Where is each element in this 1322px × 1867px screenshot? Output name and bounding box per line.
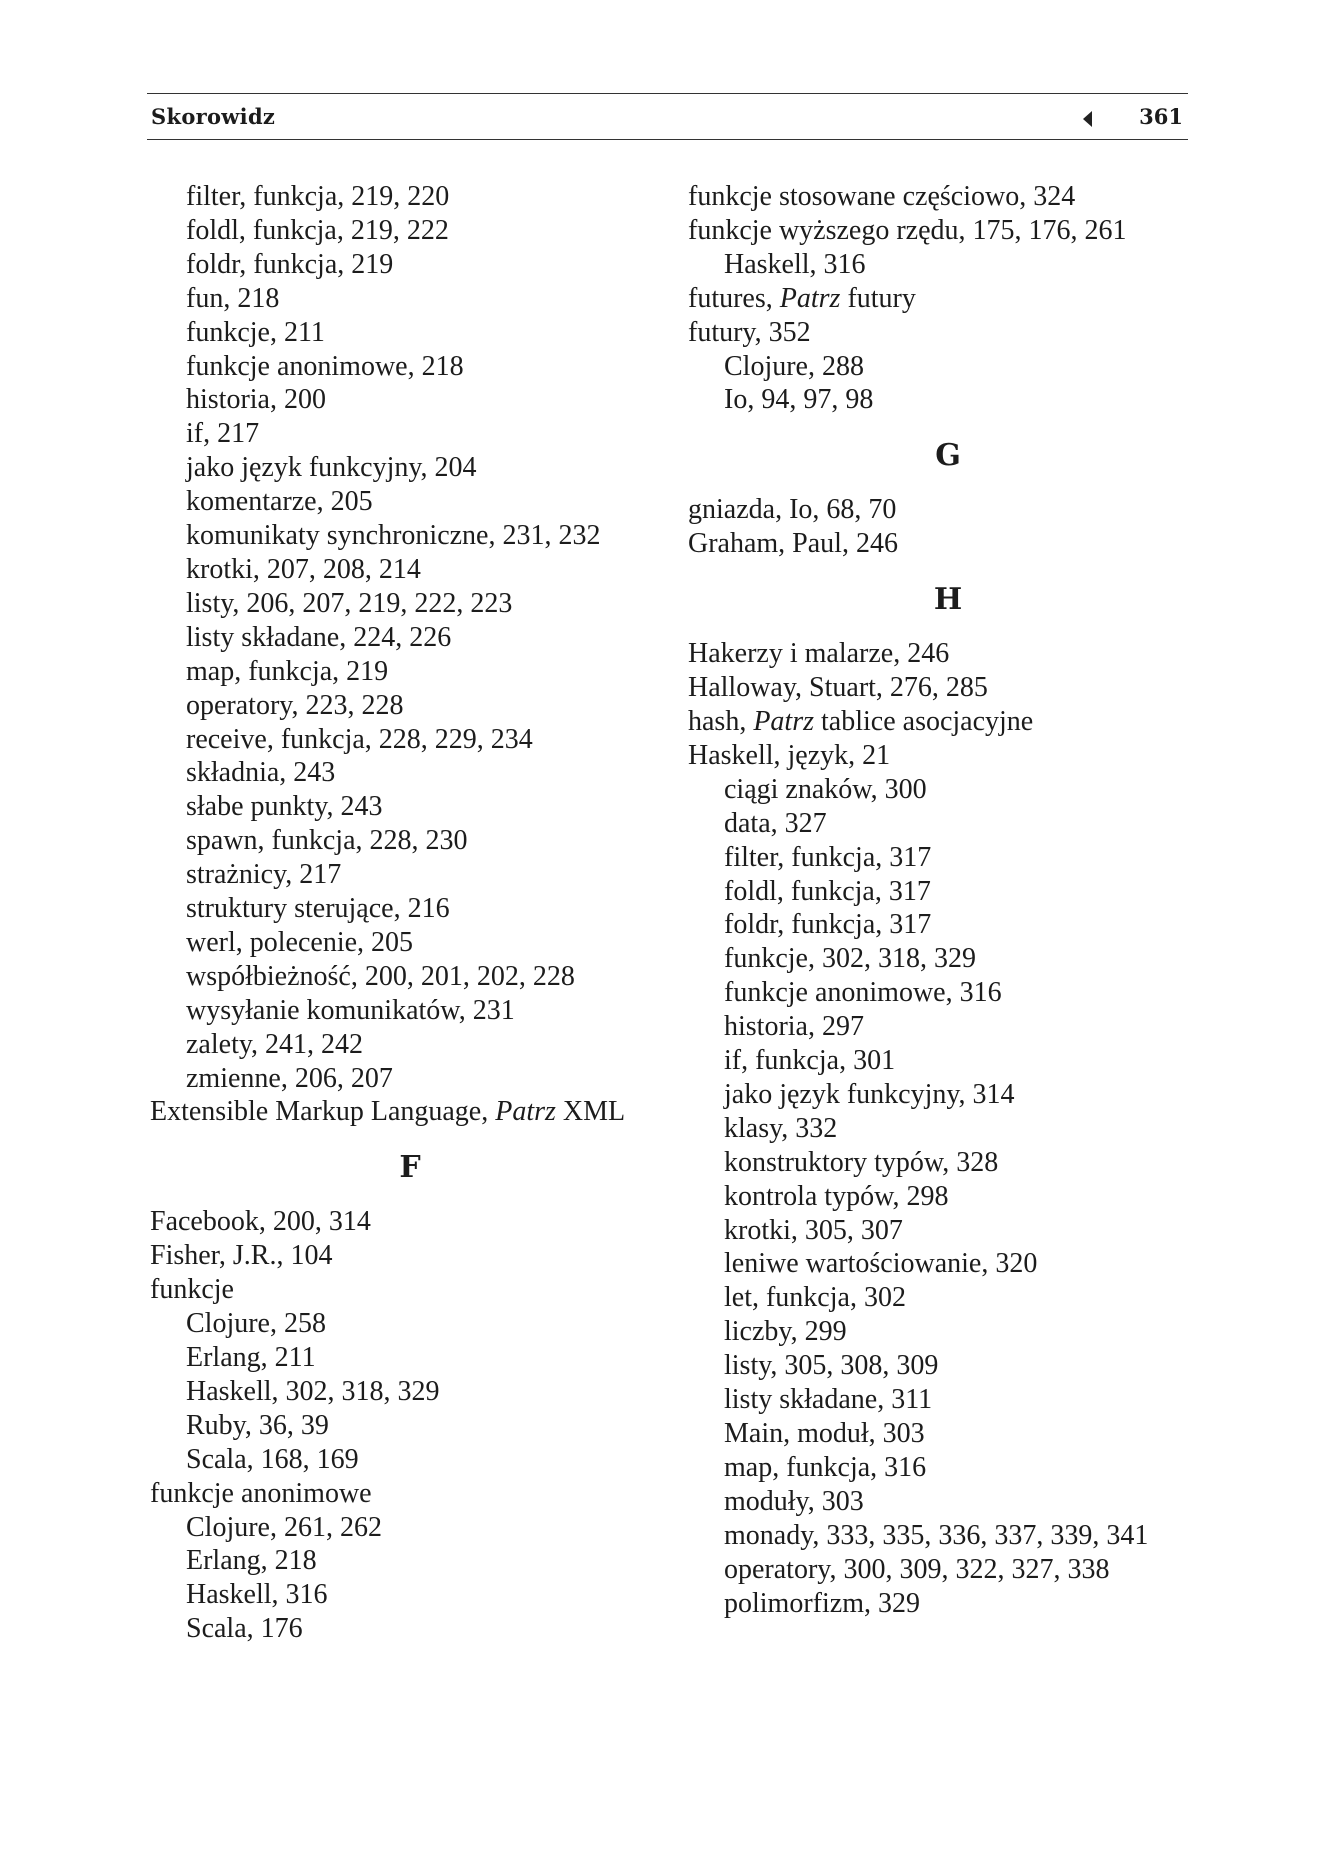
index-entry	[688, 180, 1208, 214]
index-entry-text: konstruktory typów, 328	[724, 1146, 999, 1178]
index-entry	[150, 824, 670, 858]
running-title: Skorowidz	[151, 104, 276, 129]
index-entry	[150, 180, 670, 214]
index-entry-text: zalety, 241, 242	[186, 1028, 364, 1060]
index-entry-text: foldr, funkcja, 219	[186, 248, 394, 280]
index-entry	[150, 621, 670, 655]
index-entry-text: funkcje anonimowe, 218	[186, 350, 464, 382]
index-entry	[688, 527, 1208, 561]
index-entry-text: Main, moduł, 303	[724, 1418, 925, 1449]
index-entry-text: Clojure, 261, 262	[186, 1511, 382, 1543]
index-entry	[150, 451, 670, 485]
index-entry	[150, 485, 670, 519]
index-entry-text: operatory, 223, 228	[186, 689, 404, 721]
index-entry-text: słabe punkty, 243	[186, 791, 383, 823]
index-entry	[688, 493, 1208, 527]
index-entry	[688, 942, 1208, 976]
index-entry	[150, 1239, 670, 1273]
index-entry-text: zmienne, 206, 207	[186, 1062, 393, 1094]
index-entry-text: składnia, 243	[186, 757, 336, 789]
index-entry	[150, 214, 670, 248]
index-entry	[150, 1409, 670, 1443]
index-entry	[150, 790, 670, 824]
index-entry-text: krotki, 207, 208, 214	[186, 553, 421, 585]
index-see-target: XML	[555, 1096, 626, 1128]
index-column-left	[150, 180, 670, 1646]
index-see-target: tablice asocjacyjne	[814, 705, 1034, 737]
page-arrow-icon	[1083, 111, 1092, 127]
index-entry	[688, 1010, 1208, 1044]
index-entry-text: Haskell, 316	[186, 1579, 328, 1611]
index-entry-text: historia, 200	[186, 384, 326, 416]
index-entry	[688, 282, 1208, 316]
index-entry-text: krotki, 305, 307	[724, 1214, 903, 1246]
index-entry	[688, 705, 1208, 739]
index-entry	[150, 892, 670, 926]
index-letter-heading: G	[935, 438, 961, 474]
index-entry-text: Haskell, 316	[724, 248, 866, 280]
index-entry-text: foldl, funkcja, 317	[724, 875, 931, 907]
index-entry	[688, 1417, 1208, 1451]
index-entry-text: klasy, 332	[724, 1112, 838, 1144]
index-entry	[688, 1281, 1208, 1315]
index-entry	[688, 1214, 1208, 1248]
index-entry	[150, 1443, 670, 1477]
index-entry	[688, 1146, 1208, 1180]
index-entry	[688, 350, 1208, 384]
index-entry	[150, 1341, 670, 1375]
index-entry-text: Scala, 168, 169	[186, 1443, 359, 1475]
index-entry-text: funkcje wyższego rzędu, 175, 176, 261	[688, 214, 1127, 246]
index-entry-text: futures,	[688, 282, 780, 314]
index-entry-text: operatory, 300, 309, 322, 327, 338	[724, 1553, 1110, 1585]
index-entry	[688, 1315, 1208, 1349]
index-entry	[150, 960, 670, 994]
index-entry	[688, 1180, 1208, 1214]
index-entry	[150, 1578, 670, 1612]
index-column-right	[688, 180, 1208, 1620]
index-entry	[688, 908, 1208, 942]
index-entry	[150, 689, 670, 723]
index-entry	[150, 1307, 670, 1341]
index-entry	[688, 383, 1208, 417]
index-entry-text: Scala, 176	[186, 1613, 303, 1645]
index-entry	[150, 1205, 670, 1239]
index-entry	[150, 1612, 670, 1646]
index-entry-text: receive, funkcja, 228, 229, 234	[186, 723, 533, 755]
index-entry	[150, 1511, 670, 1545]
index-entry	[688, 1349, 1208, 1383]
index-entry	[688, 1044, 1208, 1078]
index-entry-text: funkcje, 302, 318, 329	[724, 943, 976, 975]
index-entry	[688, 1078, 1208, 1112]
index-entry	[688, 739, 1208, 773]
index-entry	[688, 1112, 1208, 1146]
index-entry	[150, 723, 670, 757]
index-entry	[150, 1477, 670, 1511]
index-entry-text: jako język funkcyjny, 204	[186, 452, 477, 484]
index-entry-text: funkcje, 211	[186, 316, 325, 348]
index-entry	[688, 214, 1208, 248]
index-entry-text: listy, 206, 207, 219, 222, 223	[186, 587, 513, 619]
index-entry-text: Erlang, 211	[186, 1342, 316, 1373]
index-entry-text: data, 327	[724, 807, 827, 839]
index-entry-text: funkcje stosowane częściowo, 324	[688, 181, 1076, 212]
index-entry-text: Haskell, język, 21	[688, 739, 891, 771]
index-entry-text: futury, 352	[688, 316, 811, 348]
index-entry-text: gniazda, Io, 68, 70	[688, 494, 897, 526]
index-entry	[150, 756, 670, 790]
index-entry-text: map, funkcja, 316	[724, 1451, 927, 1483]
index-entry-text: struktury sterujące, 216	[186, 893, 450, 925]
index-see-reference: Patrz	[753, 705, 815, 737]
index-entry-text: monady, 333, 335, 336, 337, 339, 341	[724, 1519, 1149, 1551]
index-entry	[150, 553, 670, 587]
index-entry-text: Graham, Paul, 246	[688, 528, 898, 560]
index-entry-text: kontrola typów, 298	[724, 1180, 949, 1212]
index-entry-text: listy składane, 224, 226	[186, 621, 452, 653]
index-entry-text: moduły, 303	[724, 1485, 864, 1517]
index-entry-text: Io, 94, 97, 98	[724, 384, 874, 416]
index-entry-text: komunikaty synchroniczne, 231, 232	[186, 520, 601, 552]
index-entry-text: współbieżność, 200, 201, 202, 228	[186, 960, 575, 992]
index-entry	[688, 1485, 1208, 1519]
index-entry-text: Extensible Markup Language,	[150, 1096, 496, 1128]
index-entry-text: spawn, funkcja, 228, 230	[186, 825, 468, 857]
index-letter-heading: H	[933, 582, 963, 618]
index-entry-text: Haskell, 302, 318, 329	[186, 1375, 440, 1407]
index-entry	[150, 519, 670, 553]
index-entry-text: foldr, funkcja, 317	[724, 909, 932, 941]
index-entry-text: strażnicy, 217	[186, 859, 342, 891]
index-entry-text: map, funkcja, 219	[186, 655, 389, 687]
header-top-rule	[147, 93, 1188, 94]
index-entry	[150, 1062, 670, 1096]
index-entry-text: if, funkcja, 301	[724, 1045, 896, 1077]
index-entry	[688, 1383, 1208, 1417]
index-entry	[688, 1451, 1208, 1485]
index-entry	[688, 1519, 1208, 1553]
index-entry-text: hash,	[688, 705, 754, 737]
index-entry	[150, 994, 670, 1028]
index-entry	[150, 417, 670, 451]
index-entry-text: fun, 218	[186, 282, 280, 314]
header-bottom-rule	[147, 139, 1188, 140]
index-entry-text: listy, 305, 308, 309	[724, 1350, 939, 1382]
index-entry-text: leniwe wartościowanie, 320	[724, 1248, 1038, 1280]
index-entry	[150, 383, 670, 417]
index-entry	[688, 248, 1208, 282]
index-entry	[688, 1247, 1208, 1281]
index-entry	[150, 1273, 670, 1307]
index-entry	[150, 282, 670, 316]
index-entry-text: historia, 297	[724, 1011, 864, 1043]
index-entry-text: polimorfizm, 329	[724, 1587, 920, 1619]
index-entry-text: komentarze, 205	[186, 486, 373, 518]
index-entry-text: funkcje anonimowe	[150, 1477, 372, 1509]
index-entry	[688, 976, 1208, 1010]
index-entry	[150, 655, 670, 689]
index-entry-text: filter, funkcja, 219, 220	[186, 181, 450, 212]
page-number: 361	[1139, 104, 1183, 129]
index-entry	[150, 587, 670, 621]
index-entry	[688, 875, 1208, 909]
index-entry-text: Clojure, 288	[724, 350, 864, 382]
index-entry	[150, 350, 670, 384]
index-see-target: futury	[840, 282, 916, 314]
index-entry	[150, 248, 670, 282]
index-see-reference: Patrz	[779, 282, 841, 314]
index-entry	[150, 1375, 670, 1409]
index-entry	[688, 637, 1208, 671]
index-entry-text: if, 217	[186, 418, 260, 450]
index-see-reference: Patrz	[495, 1096, 556, 1128]
index-entry	[688, 1587, 1208, 1621]
index-entry-text: foldl, funkcja, 219, 222	[186, 214, 449, 246]
index-entry	[150, 926, 670, 960]
index-entry	[150, 1028, 670, 1062]
index-entry	[150, 1544, 670, 1578]
index-entry-text: let, funkcja, 302	[724, 1282, 906, 1314]
index-entry	[688, 841, 1208, 875]
index-entry-text: wysyłanie komunikatów, 231	[186, 994, 515, 1026]
index-entry-text: Halloway, Stuart, 276, 285	[688, 672, 988, 704]
index-entry	[150, 1095, 670, 1129]
index-entry-text: Facebook, 200, 314	[150, 1206, 371, 1238]
index-entry-text: listy składane, 311	[724, 1384, 933, 1416]
index-entry-text: liczby, 299	[724, 1316, 847, 1348]
index-entry-text: Erlang, 218	[186, 1545, 317, 1577]
index-entry	[688, 807, 1208, 841]
index-entry-text: Fisher, J.R., 104	[150, 1240, 333, 1272]
index-entry-text: Ruby, 36, 39	[186, 1409, 329, 1441]
index-entry-text: Clojure, 258	[186, 1308, 326, 1340]
index-entry-text: werl, polecenie, 205	[186, 926, 414, 958]
index-entry-text: funkcje anonimowe, 316	[724, 977, 1002, 1009]
index-entry	[688, 773, 1208, 807]
index-entry-text: filter, funkcja, 317	[724, 841, 932, 873]
index-entry-text: jako język funkcyjny, 314	[724, 1078, 1015, 1110]
index-entry-text: funkcje	[150, 1274, 234, 1306]
index-entry	[150, 858, 670, 892]
index-letter-heading: F	[399, 1150, 421, 1186]
index-entry	[150, 316, 670, 350]
index-entry	[688, 316, 1208, 350]
index-entry	[688, 1553, 1208, 1587]
index-entry	[688, 671, 1208, 705]
index-entry-text: ciągi znaków, 300	[724, 773, 927, 805]
index-entry-text: Hakerzy i malarze, 246	[688, 638, 950, 670]
